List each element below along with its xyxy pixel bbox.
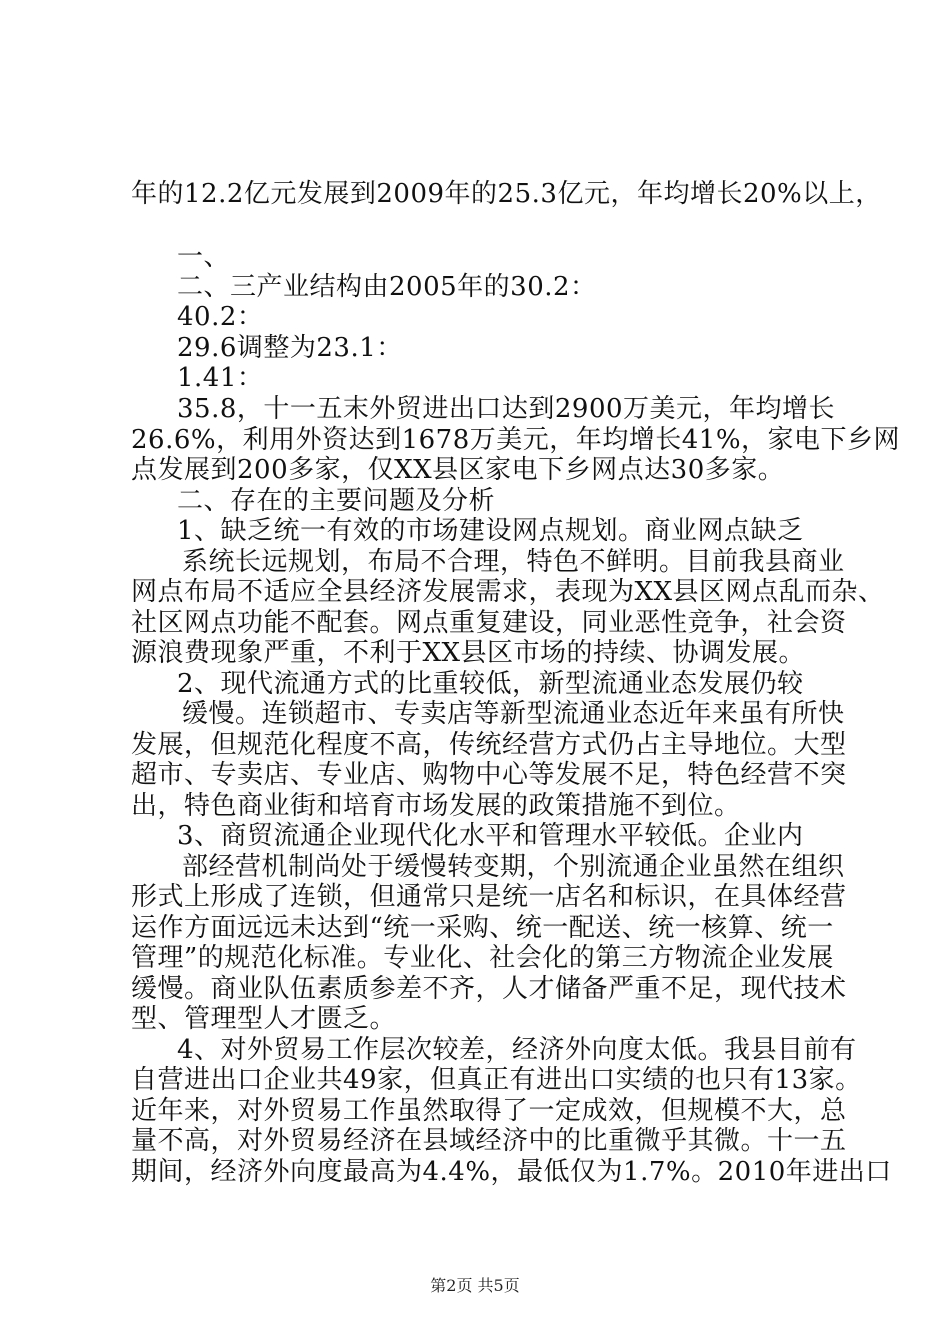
text-line: 型、管理型人才匮乏。 — [131, 1004, 397, 1034]
page-footer: 第2页 共5页 — [430, 1276, 520, 1295]
section-heading: 二、存在的主要问题及分析 — [177, 486, 496, 516]
text-line: 年的12.2亿元发展到2009年的25.3亿元，年均增长20%以上， — [131, 179, 882, 209]
text-line: 3、商贸流通企业现代化水平和管理水平较低。企业内 — [177, 821, 804, 851]
text-line: 部经营机制尚处于缓慢转变期，个别流通企业虽然在组织 — [182, 852, 845, 882]
text-line: 35.8，十一五末外贸进出口达到2900万美元，年均增长 — [177, 394, 836, 424]
text-line: 40.2： — [177, 302, 264, 332]
text-line: 自营进出口企业共49家，但真正有进出口实绩的也只有13家。 — [131, 1065, 862, 1095]
text-line: 近年来，对外贸易工作虽然取得了一定成效，但规模不大，总 — [131, 1096, 847, 1126]
text-line: 社区网点功能不配套。网点重复建设，同业恶性竞争，社会资 — [131, 608, 847, 638]
text-line: 系统长远规划，布局不合理，特色不鲜明。目前我县商业 — [182, 547, 845, 577]
text-line: 29.6调整为23.1： — [177, 333, 403, 363]
text-line: 期间，经济外向度最高为4.4%，最低仅为1.7%。2010年进出口 — [131, 1157, 892, 1187]
text-line: 26.6%，利用外资达到1678万美元，年均增长41%，家电下乡网 — [131, 425, 901, 455]
text-line: 管理”的规范化标准。专业化、社会化的第三方物流企业发展 — [131, 943, 834, 973]
text-line: 2、现代流通方式的比重较低，新型流通业态发展仍较 — [177, 669, 804, 699]
text-line: 1.41： — [177, 363, 264, 393]
text-line: 缓慢。商业队伍素质参差不齐，人才储备严重不足，现代技术 — [131, 974, 847, 1004]
text-line: 点发展到200多家，仅XX县区家电下乡网点达30多家。 — [131, 455, 785, 485]
text-line: 源浪费现象严重，不利于XX县区市场的持续、协调发展。 — [131, 638, 806, 668]
text-line: 量不高，对外贸易经济在县域经济中的比重微乎其微。十一五 — [131, 1126, 847, 1156]
text-line: 一、 — [177, 242, 231, 272]
text-line: 4、对外贸易工作层次较差，经济外向度太低。我县目前有 — [177, 1035, 857, 1065]
text-line: 二、三产业结构由2005年的30.2： — [177, 272, 597, 302]
text-line: 1、缺乏统一有效的市场建设网点规划。商业网点缺乏 — [177, 516, 804, 546]
text-line: 网点布局不适应全县经济发展需求，表现为XX县区网点乱而杂、 — [131, 577, 885, 607]
text-line: 超市、专卖店、专业店、购物中心等发展不足，特色经营不突 — [131, 760, 847, 790]
text-line: 发展，但规范化程度不高，传统经营方式仍占主导地位。大型 — [131, 730, 847, 760]
text-line: 缓慢。连锁超市、专卖店等新型流通业态近年来虽有所快 — [182, 699, 845, 729]
text-line: 形式上形成了连锁，但通常只是统一店名和标识，在具体经营 — [131, 882, 847, 912]
text-line: 出，特色商业街和培育市场发展的政策措施不到位。 — [131, 791, 741, 821]
text-line: 运作方面远远未达到“统一采购、统一配送、统一核算、统一 — [131, 913, 834, 943]
